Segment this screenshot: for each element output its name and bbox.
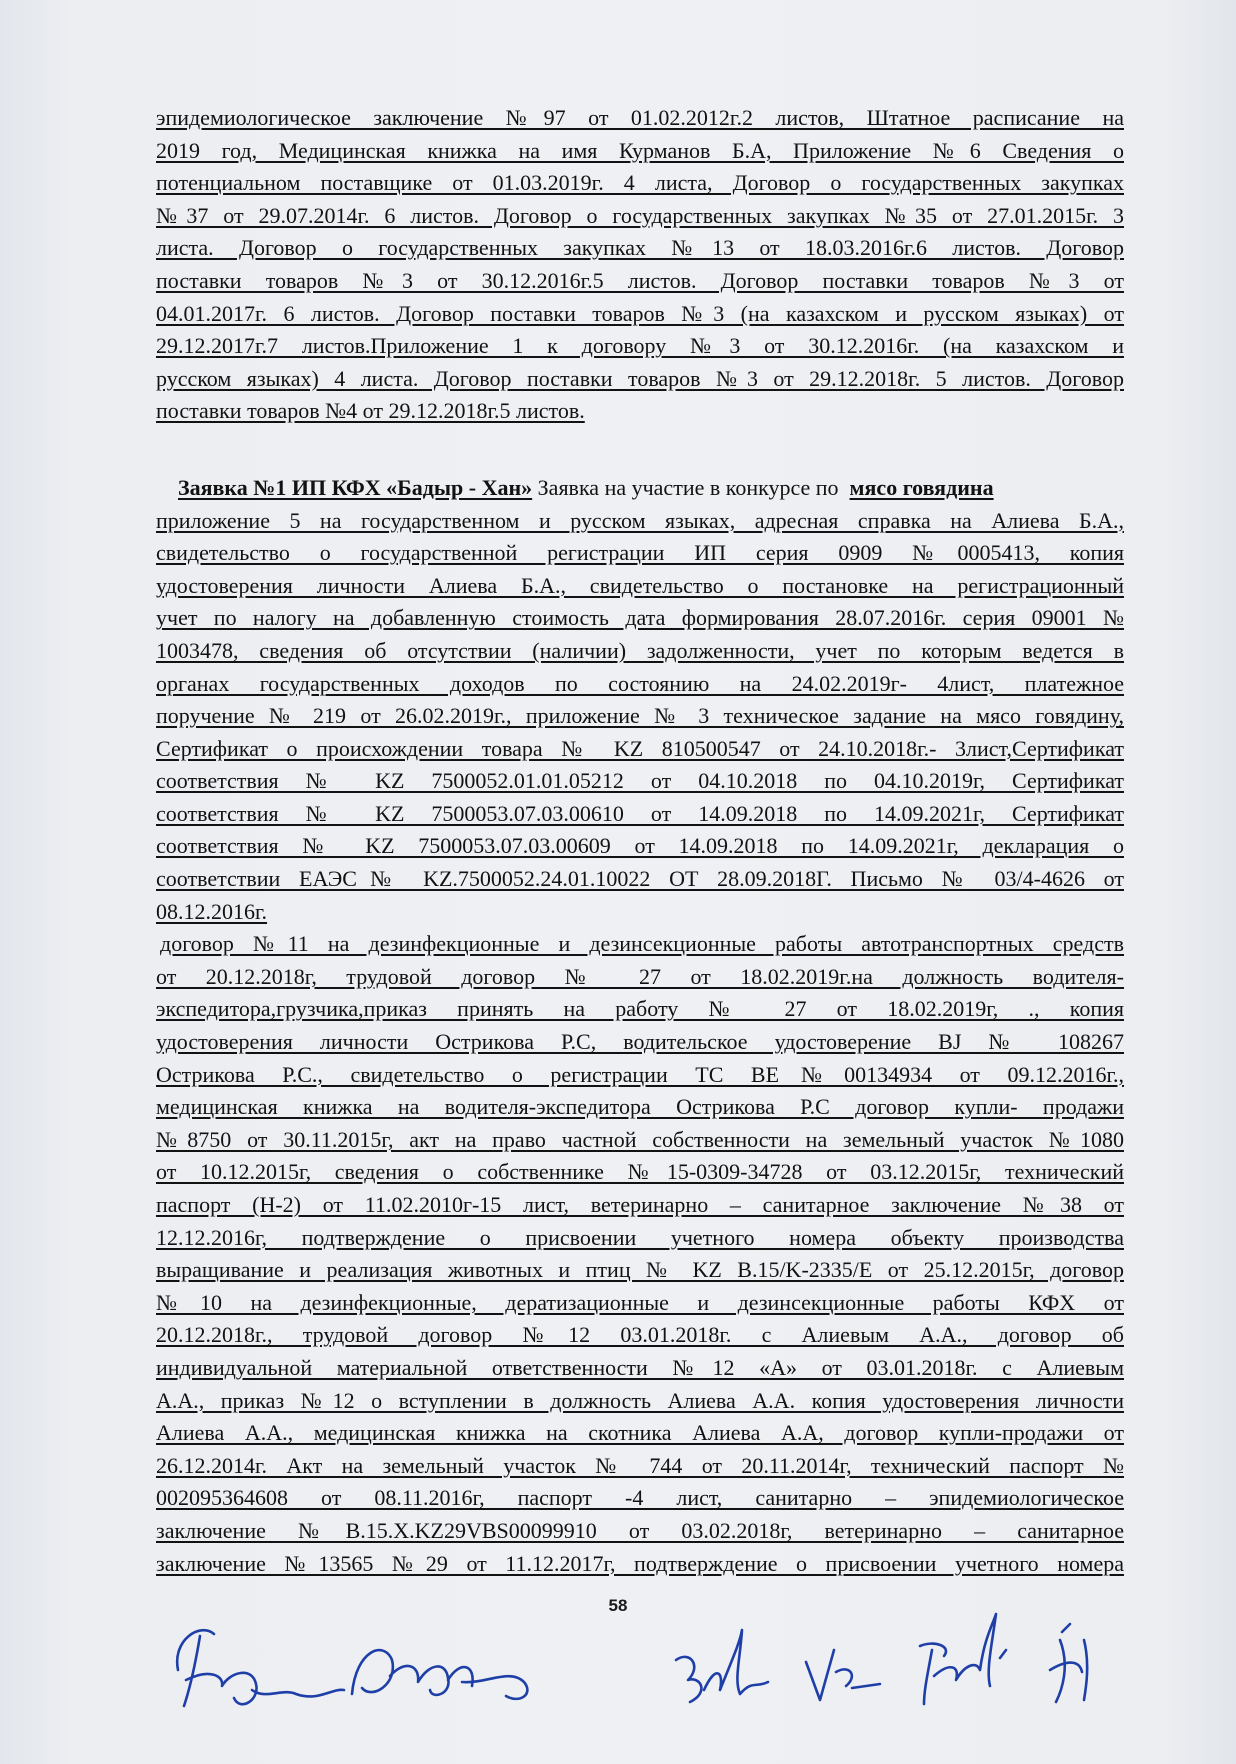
text-line: листа. Договор о государственных закупках №13 от 18.03.2016г.6 листов. Договор (156, 235, 1124, 261)
text-line: 002095364608 от 08.11.2016г, паспорт -4 лист, санитарно – эпидемиологическое (156, 1485, 1124, 1511)
text-line: приложение 5 на государственном и русском языках, адресная справка на Алиева Б.А., (156, 507, 1124, 533)
text-line: учет по налогу на добавленную стоимость дата формирования 28.07.2016г. серия 09001 № (156, 605, 1124, 631)
signature-2 (352, 1650, 527, 1699)
text-line: заключение №B.15.X.KZ29VBS00099910 от 03.02.2018г, ветеринарно – санитарное (156, 1517, 1124, 1543)
text-line: Сертификат о происхождении товара № KZ 810500547 от 24.10.2018г.- 3лист,Сертификат (156, 735, 1124, 761)
text-line: №10 на дезинфекционные, дератизационные и дезинсекционные работы КФХ от (156, 1289, 1124, 1315)
text-line: соответствия № KZ 7500053.07.03.00610 от 14.09.2018 по 14.09.2021г, Сертификат (156, 800, 1124, 826)
text-line: потенциальном поставщике от 01.03.2019г. 4 листа, Договор о государственных закупках (156, 170, 1124, 196)
text-line: свидетельство о государственной регистрации ИП серия 0909 №0005413, копия (156, 540, 1124, 566)
text-line: 12.12.2016г, подтверждение о присвоении учетного номера объекту производства (156, 1224, 1124, 1250)
application-title: Заявка №1 ИП КФХ «Бадыр - Хан» (178, 474, 533, 500)
text-line: русском языках) 4 листа. Договор поставки товаров №3 от 29.12.2018г. 5 листов. Договор (156, 365, 1124, 391)
application-subject: Заявка на участие в конкурсе по (537, 474, 839, 500)
text-line: 04.01.2017г. 6 листов. Договор поставки товаров №3 (на казахском и русском языках) от (156, 300, 1124, 326)
text-line: 1003478, сведения об отсутствии (наличии) задолженности, учет по которым ведется в (156, 637, 1124, 663)
text-line: удостоверения личности Острикова Р.С, водительское удостоверение BJ № 108267 (156, 1029, 1124, 1055)
document-body (156, 102, 1124, 1580)
text-line: 26.12.2014г. Акт на земельный участок № 744 от 20.11.2014г, технический паспорт № (156, 1452, 1124, 1478)
text-line: 20.12.2018г., трудовой договор №12 03.01.2018г. с Алиевым А.А., договор об (156, 1322, 1124, 1348)
text-line: заключение №13565 №29 от 11.12.2017г, подтверждение о присвоении учетного номера (156, 1550, 1124, 1576)
text-line: №37 от 29.07.2014г. 6 листов. Договор о государственных закупках №35 от 27.01.2015г. 3 (156, 202, 1124, 228)
signature-4 (806, 1650, 880, 1700)
application-heading-line (156, 472, 1124, 505)
text-line: удостоверения личности Алиева Б.А., свидетельство о постановке на регистрационный (156, 572, 1124, 598)
paragraph-3 (156, 928, 1124, 1580)
text-line: А.А., приказ №12 о вступлении в должность Алиева А.А. копия удостоверения личности (156, 1387, 1124, 1413)
page-number: 58 (608, 1596, 628, 1615)
text-line: 29.12.2017г.7 листов.Приложение 1 к договору №3 от 30.12.2016г. (на казахском и (156, 333, 1124, 359)
signature-6 (1050, 1624, 1087, 1702)
text-line: №8750 от 30.11.2015г, акт на право частной собственности на земельный участок №1080 (156, 1126, 1124, 1152)
text-line: выращивание и реализация животных и птиц № KZ B.15/K-2335/E от 25.12.2015г, договор (156, 1257, 1124, 1283)
paragraph-1 (156, 102, 1124, 428)
application-product: мясо говядина (849, 474, 994, 500)
signature-3 (676, 1630, 768, 1702)
text-line: договор №11 на дезинфекционные и дезинсекционные работы автотранспортных средств (160, 931, 1124, 957)
text-line: 2019 год, Медицинская книжка на имя Курманов Б.А, Приложение №6 Сведения о (156, 137, 1124, 163)
text-line: соответствии ЕАЭС№ KZ.7500052.24.01.10022 ОТ 28.09.2018Г. Письмо № 03/4-4626 от (156, 866, 1124, 892)
text-line: поручение № 219 от 26.02.2019г., приложение № 3 техническое задание на мясо говядину, (156, 703, 1124, 729)
text-line: поставки товаров №4 от 29.12.2018г.5 листов. (156, 398, 585, 424)
text-line: Острикова Р.С., свидетельство о регистрации ТС BE№00134934 от 09.12.2016г., (156, 1061, 1124, 1087)
text-line: эпидемиологическое заключение №97 от 01.02.2012г.2 листов, Штатное расписание на (156, 105, 1124, 130)
text-line: Алиева А.А., медицинская книжка на скотника Алиева А.А, договор купли-продажи от (156, 1420, 1124, 1446)
text-line: поставки товаров №3 от 30.12.2016г.5 листов. Договор поставки товаров №3 от (156, 267, 1124, 293)
text-line: 08.12.2016г. (156, 898, 268, 924)
text-line: соответствия № KZ 7500053.07.03.00609 от 14.09.2018 по 14.09.2021г, декларация о (156, 833, 1124, 859)
text-line: экспедитора,грузчика,приказ принять на работу № 27 от 18.02.2019г, ., копия (156, 996, 1124, 1022)
text-line: медицинская книжка на водителя-экспедитора Острикова Р.С договор купли- продажи (156, 1094, 1124, 1120)
text-line: органах государственных доходов по состоянию на 24.02.2019г- 4лист, платежное (156, 670, 1124, 696)
text-line: от 20.12.2018г, трудовой договор № 27 от 18.02.2019г.на должность водителя- (156, 963, 1124, 989)
signature-1 (177, 1630, 344, 1706)
text-line: соответствия № KZ 7500052.01.01.05212 от 04.10.2018 по 04.10.2019г, Сертификат (156, 768, 1124, 794)
text-line: от 10.12.2015г, сведения о собственнике №15-0309-34728 от 03.12.2015г, технический (156, 1159, 1124, 1185)
paragraph-2 (156, 472, 1124, 928)
text-line: индивидуальной материальной ответственности №12 «А» от 03.01.2018г. с Алиевым (156, 1354, 1124, 1380)
text-line: паспорт (Н-2) от 11.02.2010г-15 лист, ветеринарно – санитарное заключение №38 от (156, 1192, 1124, 1217)
signature-5 (920, 1614, 1006, 1704)
